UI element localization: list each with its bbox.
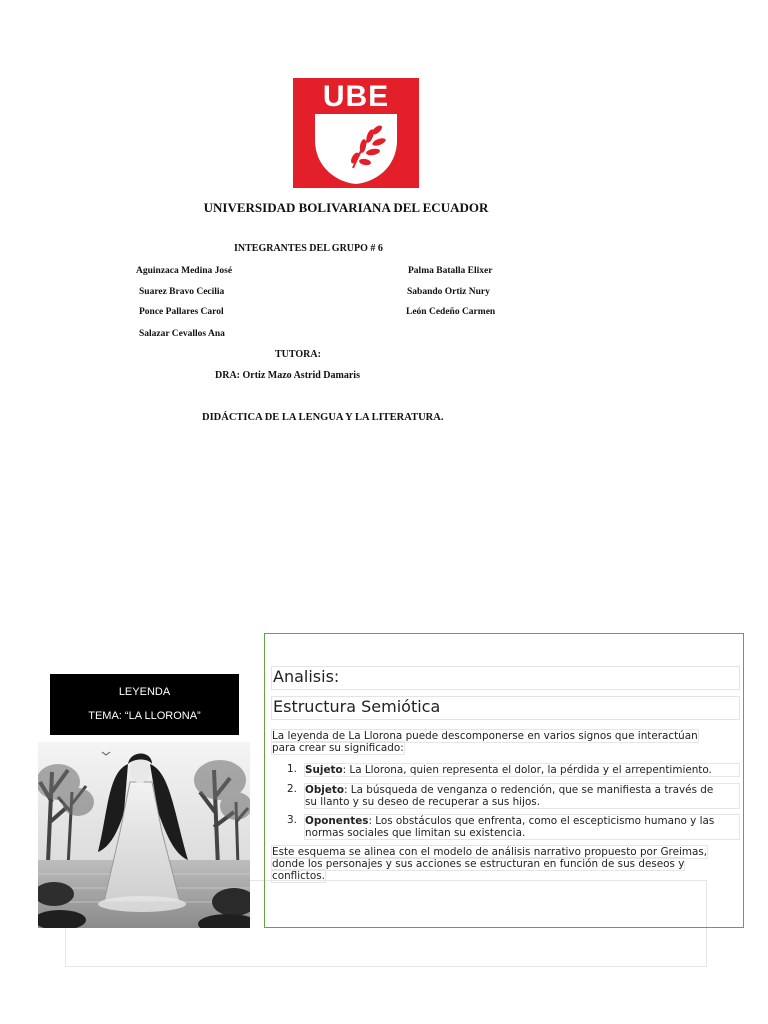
member-name: Ponce Pallares Carol xyxy=(139,307,224,317)
item-text: : Los obstáculos que enfrenta, como el escepticismo humano y las xyxy=(368,815,715,827)
member-name: Suarez Bravo Cecilia xyxy=(139,287,225,297)
analysis-subtitle: Estructura Semiótica xyxy=(271,696,740,720)
item-term: Sujeto xyxy=(305,764,343,776)
university-title: UNIVERSIDAD BOLIVARIANA DEL ECUADOR xyxy=(203,200,489,215)
item-number: 3. xyxy=(287,814,297,826)
llorona-illustration xyxy=(38,742,250,928)
logo-text: UBE xyxy=(322,80,390,113)
member-name: Aguinzaca Medina José xyxy=(136,266,233,276)
legend-label: LEYENDA xyxy=(118,686,171,698)
member-name: León Cedeño Carmen xyxy=(406,307,496,317)
member-name: Palma Batalla Elixer xyxy=(408,266,493,276)
item-text: normas sociales que limitan su existencia. xyxy=(305,827,526,839)
item-term: Objeto xyxy=(305,784,344,796)
tutor-label: TUTORA: xyxy=(275,349,321,360)
item-text: su llanto y su deseo de recuperar a sus hijos. xyxy=(305,796,541,808)
legend-topic: TEMA: “LA LLORONA” xyxy=(88,710,201,722)
ube-logo xyxy=(293,78,419,188)
conclusion-line: Este esquema se alinea con el modelo de análisis narrativo propuesto por Greimas, xyxy=(272,846,708,858)
member-name: Salazar Cevallos Ana xyxy=(139,329,225,339)
conclusion-line: donde los personajes y sus acciones se estructuran en función de sus deseos y xyxy=(272,858,685,870)
analysis-title: Analisis: xyxy=(271,666,740,690)
item-text: : La Llorona, quien representa el dolor, la pérdida y el arrepentimiento. xyxy=(342,764,712,776)
member-name: Sabando Ortiz Nury xyxy=(407,287,490,297)
intro-line: La leyenda de La Llorona puede descomponerse en varios signos que interactúan xyxy=(272,730,698,742)
conclusion-line: conflictos. xyxy=(272,870,325,882)
tutor-name: DRA: Ortiz Mazo Astrid Damaris xyxy=(215,370,360,381)
item-text: : La búsqueda de venganza o redención, que se manifiesta a través de xyxy=(344,784,714,796)
members-title: INTEGRANTES DEL GRUPO # 6 xyxy=(234,243,383,254)
item-number: 1. xyxy=(287,763,297,775)
subject-title: DIDÁCTICA DE LA LENGUA Y LA LITERATURA. xyxy=(202,412,444,423)
intro-line: para crear su significado: xyxy=(272,742,404,754)
analysis-intro xyxy=(271,730,699,754)
legend-box xyxy=(50,674,239,735)
analysis-panel xyxy=(264,633,744,928)
item-term: Oponentes xyxy=(305,815,369,827)
item-number: 2. xyxy=(287,783,297,795)
analysis-conclusion xyxy=(271,846,708,882)
shield-icon xyxy=(293,78,419,188)
